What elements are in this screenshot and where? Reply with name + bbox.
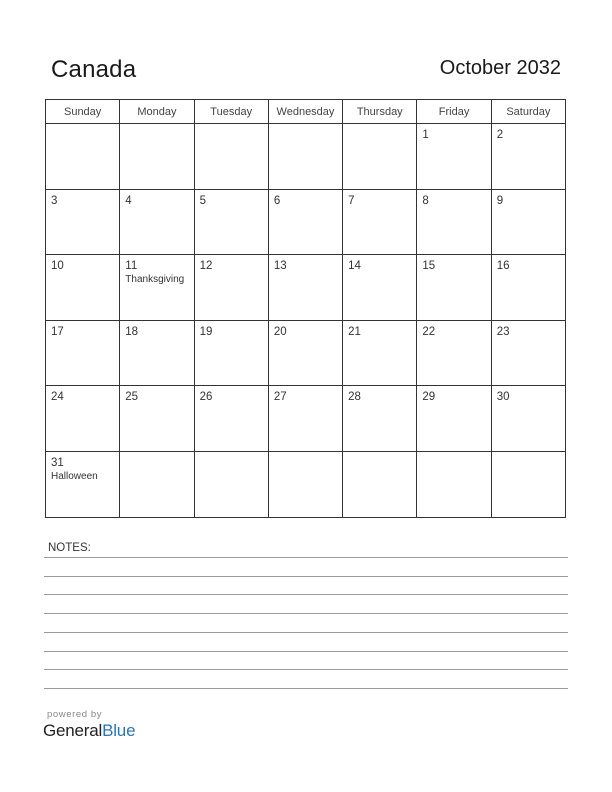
weekday-header-row (46, 100, 566, 124)
day-number: 11 (125, 260, 138, 273)
calendar-day-cell (417, 451, 491, 517)
calendar-day-cell (268, 189, 342, 255)
calendar-day-cell (491, 386, 565, 452)
calendar-country-title: Canada (51, 56, 137, 83)
notes-ruled-line (44, 669, 568, 670)
day-number: 22 (422, 325, 436, 338)
calendar-day-cell (46, 255, 120, 321)
day-number: 31 (51, 456, 64, 469)
calendar-day-cell (268, 451, 342, 517)
day-number: 27 (273, 391, 287, 404)
calendar-day-cell (194, 451, 268, 517)
month-calendar-grid (45, 99, 566, 518)
calendar-day-cell (491, 320, 565, 386)
notes-ruled-line (44, 632, 568, 633)
day-number: 7 (348, 194, 355, 207)
calendar-day-cell (194, 189, 268, 255)
day-number: 8 (422, 194, 429, 207)
weekday-header-monday: Monday (120, 100, 194, 124)
calendar-day-cell (268, 386, 342, 452)
day-number: 26 (199, 391, 213, 404)
brand-general-text: General (43, 721, 103, 740)
calendar-weeks (46, 124, 566, 518)
calendar-day-cell (120, 386, 194, 452)
calendar-day-cell (491, 124, 565, 190)
day-number: 23 (496, 325, 510, 338)
day-number: 17 (51, 325, 64, 338)
calendar-week-row (46, 255, 566, 321)
calendar-month-year-title: October 2032 (439, 57, 561, 79)
calendar-day-cell (491, 451, 565, 517)
day-number: 30 (496, 391, 510, 404)
notes-ruled-line (44, 594, 568, 595)
day-number: 10 (51, 260, 64, 273)
day-number: 3 (51, 194, 58, 207)
calendar-week-row (46, 124, 566, 190)
day-number: 24 (51, 391, 64, 404)
calendar-day-cell (343, 189, 417, 255)
calendar-day-cell (194, 124, 268, 190)
calendar-day-cell (120, 451, 194, 517)
notes-ruled-line (44, 651, 568, 652)
day-number: 2 (496, 129, 504, 141)
calendar-day-cell (194, 320, 268, 386)
calendar-week-row (46, 451, 566, 517)
weekday-header-saturday: Saturday (491, 100, 565, 124)
notes-label: NOTES: (48, 542, 91, 554)
weekday-header-tuesday: Tuesday (194, 100, 268, 124)
brand-blue-text: Blue (102, 721, 136, 740)
day-number: 9 (496, 194, 504, 207)
weekday-header-sunday: Sunday (46, 100, 120, 124)
day-number: 18 (125, 325, 139, 338)
day-number: 15 (422, 260, 436, 273)
weekday-header-thursday: Thursday (343, 100, 417, 124)
day-number: 13 (273, 260, 287, 273)
calendar-day-cell (268, 124, 342, 190)
calendar-day-cell (417, 124, 491, 190)
calendar-day-cell (491, 255, 565, 321)
calendar-day-cell (194, 386, 268, 452)
calendar-day-cell (343, 451, 417, 517)
calendar-day-cell (417, 255, 491, 321)
notes-ruled-line (44, 688, 568, 689)
calendar-day-cell (120, 189, 194, 255)
holiday-label: Halloween (51, 470, 98, 482)
calendar-day-cell (46, 386, 120, 452)
calendar-day-cell (120, 320, 194, 386)
calendar-week-row (46, 189, 566, 255)
day-number: 20 (273, 325, 287, 338)
calendar-day-cell (417, 189, 491, 255)
day-number: 12 (199, 260, 213, 273)
calendar-day-cell (417, 320, 491, 386)
powered-by-text: powered by (47, 709, 103, 720)
calendar-day-cell (120, 124, 194, 190)
calendar-day-cell (120, 255, 194, 321)
day-number: 16 (496, 260, 510, 273)
notes-ruled-line (44, 557, 568, 558)
calendar-day-cell (343, 255, 417, 321)
calendar-day-cell (417, 386, 491, 452)
day-number: 14 (348, 260, 361, 273)
generalblue-logo[interactable] (43, 721, 135, 741)
calendar-day-cell (46, 451, 120, 517)
day-number: 29 (422, 391, 436, 404)
holiday-label: Thanksgiving (125, 274, 185, 286)
calendar-day-cell (491, 189, 565, 255)
notes-ruled-line (44, 576, 568, 577)
calendar-week-row (46, 320, 566, 386)
day-number: 21 (348, 325, 361, 338)
calendar-day-cell (194, 255, 268, 321)
weekday-header-friday: Friday (417, 100, 491, 124)
day-number: 4 (125, 194, 132, 207)
day-number: 19 (199, 325, 213, 338)
day-number: 28 (348, 391, 361, 404)
calendar-day-cell (46, 124, 120, 190)
calendar-day-cell (343, 386, 417, 452)
calendar-day-cell (268, 320, 342, 386)
calendar-day-cell (46, 189, 120, 255)
calendar-day-cell (343, 320, 417, 386)
weekday-header-wednesday: Wednesday (268, 100, 342, 124)
calendar-day-cell (343, 124, 417, 190)
notes-ruled-line (44, 613, 568, 614)
day-number: 1 (422, 129, 429, 141)
day-number: 5 (199, 194, 206, 207)
calendar-day-cell (46, 320, 120, 386)
calendar-day-cell (268, 255, 342, 321)
day-number: 6 (273, 194, 281, 207)
day-number: 25 (125, 391, 139, 404)
calendar-week-row (46, 386, 566, 452)
